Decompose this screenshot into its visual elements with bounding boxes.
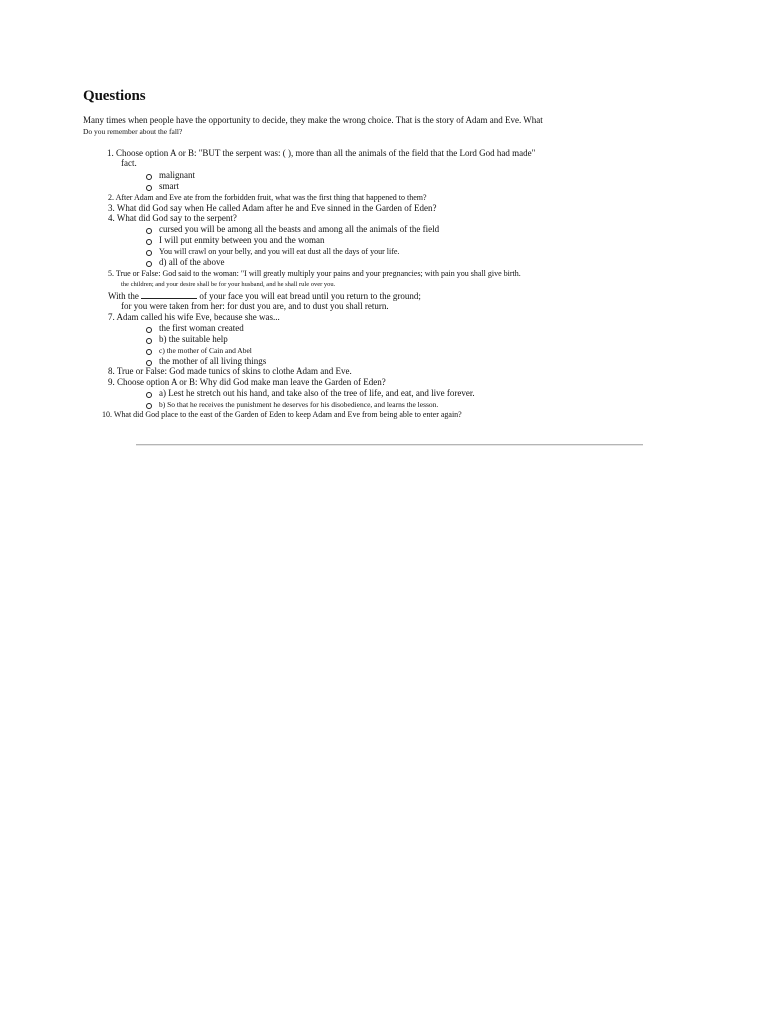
question-1-option-a: malignant <box>159 170 195 180</box>
question-9-option-a: a) Lest he stretch out his hand, and take also of the tree of life, and eat, and live forever. <box>159 388 475 398</box>
question-1-continuation: fact. <box>121 158 137 168</box>
intro-paragraph <box>83 115 583 137</box>
question-text: What did God say when He called Adam after he and Eve sinned in the Garden of Eden? <box>116 203 437 213</box>
question-text: What did God say to the serpent? <box>116 213 237 223</box>
question-number: 1. <box>107 148 114 158</box>
question-number: 9. <box>108 377 115 387</box>
question-text: True or False: God made tunics of skins to clothe Adam and Eve. <box>116 366 352 376</box>
option-bullet <box>146 239 152 245</box>
question-number: 4. <box>108 213 115 223</box>
answer-blank <box>141 290 197 299</box>
fill-in-continuation: for you were taken from her: for dust you are, and to dust you shall return. <box>121 301 389 311</box>
option-bullet <box>146 338 152 344</box>
question-8 <box>108 366 352 377</box>
question-5-continuation: the children; and your desire shall be for your husband, and he shall rule over you. <box>121 281 336 288</box>
question-text: True or False: God said to the woman: "I will greatly multiply your pains and your pregnancies; with pain you shall give birth. <box>115 269 521 278</box>
question-7-option-d: the mother of all living things <box>159 356 267 366</box>
question-9-option-b: b) So that he receives the punishment he deserves for his disobedience, and learns the lesson. <box>159 400 439 409</box>
page-title: Questions <box>83 88 146 104</box>
option-bullet <box>146 174 152 180</box>
option-bullet <box>146 250 152 256</box>
question-7-option-a: the first woman created <box>159 323 244 333</box>
question-4 <box>108 213 237 224</box>
question-number: 7. <box>108 312 115 322</box>
question-text: After Adam and Eve ate from the forbidden fruit, what was the first thing that happened to them? <box>115 193 427 202</box>
question-9 <box>108 377 386 388</box>
question-4-option-b: I will put enmity between you and the woman <box>159 235 325 245</box>
question-number: 5. <box>108 269 114 278</box>
question-7-option-b: b) the suitable help <box>159 334 228 344</box>
question-10 <box>102 409 462 420</box>
fill-in-prefix: With the <box>108 291 139 301</box>
question-text: Choose option A or B: Why did God make man leave the Garden of Eden? <box>117 377 386 387</box>
question-4-option-c: You will crawl on your belly, and you will eat dust all the days of your life. <box>159 247 400 256</box>
question-1 <box>107 148 535 159</box>
option-bullet <box>146 185 152 191</box>
question-text: Choose option A or B: "BUT the serpent was: ( ), more than all the animals of the field that the Lord God had made" <box>116 148 536 158</box>
question-4-option-a: cursed you will be among all the beasts and among all the animals of the field <box>159 224 440 234</box>
intro-line-2: Do you remember about the fall? <box>83 127 183 136</box>
question-5 <box>108 268 521 279</box>
intro-line-1: Many times when people have the opportunity to decide, they make the wrong choice. That is the story of Adam and Eve. What <box>83 115 543 125</box>
option-bullet <box>146 228 152 234</box>
option-bullet <box>146 261 152 267</box>
option-bullet <box>146 327 152 333</box>
question-2 <box>108 192 427 203</box>
question-text: What did God place to the east of the Garden of Eden to keep Adam and Eve from being able to enter again? <box>113 410 462 419</box>
fill-in-suffix: of your face you will eat bread until you return to the ground; <box>199 291 421 301</box>
question-4-option-d: d) all of the above <box>159 257 225 267</box>
question-number: 8. <box>108 366 115 376</box>
question-7 <box>108 312 280 323</box>
question-1-option-b: smart <box>159 181 179 191</box>
option-bullet <box>146 392 152 398</box>
question-7-option-c: c) the mother of Cain and Abel <box>159 346 252 355</box>
question-number: 3. <box>108 203 115 213</box>
question-number: 2. <box>108 193 114 202</box>
option-bullet <box>146 349 152 355</box>
question-number: 10. <box>102 410 112 419</box>
question-text: Adam called his wife Eve, because she was... <box>116 312 280 322</box>
horizontal-divider <box>136 444 643 446</box>
